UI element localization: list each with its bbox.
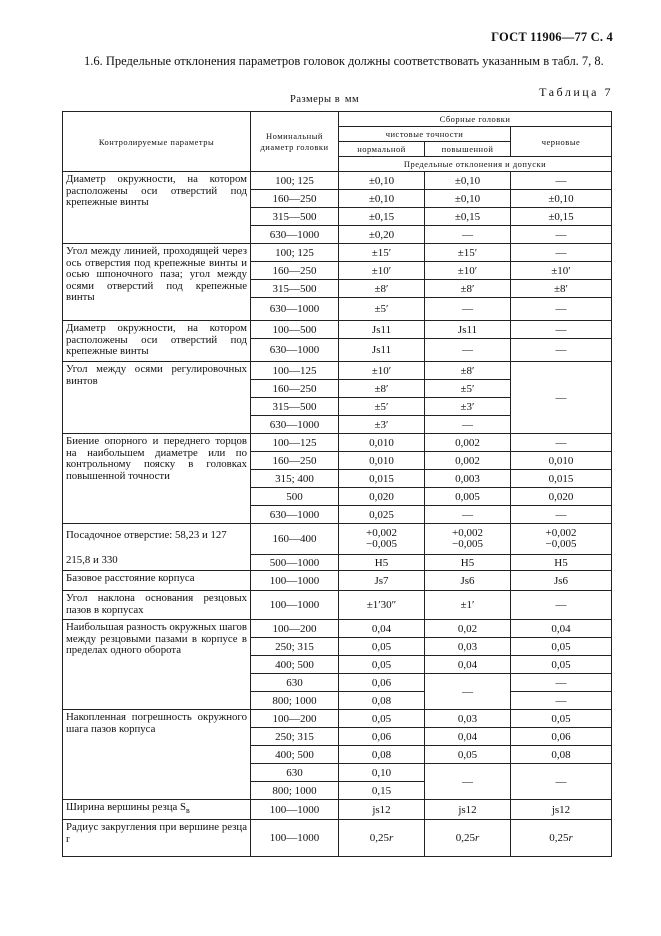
diameter-cell: 315—500 — [251, 208, 339, 226]
param-text: Наибольшая разность окружных шагов между резцовыми пазами в корпусе в пределах одного оборота — [66, 621, 247, 656]
diameter-cell: 630—1000 — [251, 506, 339, 524]
roughing-cell: ±0,15 — [511, 208, 612, 226]
normal-cell: 0,10 — [339, 764, 425, 782]
units-label — [290, 94, 359, 105]
table-caption: Таблица 7 — [539, 85, 613, 99]
normal-cell: Js11 — [339, 339, 425, 362]
normal-cell: 0,05 — [339, 710, 425, 728]
normal-cell: 0,04 — [339, 620, 425, 638]
table-row — [63, 591, 612, 620]
diameter-cell: 630—1000 — [251, 226, 339, 244]
increased-cell: 0,04 — [425, 728, 511, 746]
param-cell — [63, 591, 251, 620]
diameter-cell: 100—125 — [251, 362, 339, 380]
param-text-2: 215,8 и 330 — [66, 553, 118, 566]
normal-cell: ±0,20 — [339, 226, 425, 244]
roughing-cell: — — [511, 298, 612, 321]
increased-cell: 0,002 — [425, 452, 511, 470]
diameter-cell: 100—125 — [251, 434, 339, 452]
roughing-cell: 0,04 — [511, 620, 612, 638]
increased-cell: 0,04 — [425, 656, 511, 674]
col-header-assembled: Сборные головки — [339, 112, 612, 127]
diameter-cell: 250; 315 — [251, 638, 339, 656]
roughing-cell: 0,06 — [511, 728, 612, 746]
diameter-cell: 100—200 — [251, 710, 339, 728]
diameter-cell: 630 — [251, 764, 339, 782]
tolerance-table — [62, 111, 612, 857]
normal-cell: ±0,10 — [339, 190, 425, 208]
col-header-increased: повышенной — [425, 142, 511, 157]
normal-cell: Js11 — [339, 321, 425, 339]
normal-cell: 0,08 — [339, 692, 425, 710]
diameter-cell: 800; 1000 — [251, 782, 339, 800]
diameter-cell: 160—250 — [251, 452, 339, 470]
increased-cell: ±1′ — [425, 591, 511, 620]
roughing-cell: — — [511, 591, 612, 620]
param-cell — [63, 620, 251, 710]
normal-cell: +0,002 −0,005 — [339, 524, 425, 555]
normal-cell: 0,15 — [339, 782, 425, 800]
diameter-cell: 160—250 — [251, 380, 339, 398]
param-text: Накопленная погрешность окружного шага пазов корпуса — [66, 711, 247, 735]
normal-cell: ±8′ — [339, 380, 425, 398]
roughing-cell: — — [511, 764, 612, 800]
diameter-cell: 400; 500 — [251, 656, 339, 674]
table-row — [63, 710, 612, 728]
roughing-cell: — — [511, 434, 612, 452]
diameter-cell: 500 — [251, 488, 339, 506]
table-row — [63, 244, 612, 262]
diameter-cell: 400; 500 — [251, 746, 339, 764]
roughing-cell: 0,015 — [511, 470, 612, 488]
param-cell — [63, 571, 251, 591]
normal-cell: ±5′ — [339, 398, 425, 416]
normal-cell: 0,25r — [339, 820, 425, 857]
increased-cell: 0,25r — [425, 820, 511, 857]
normal-cell: 0,05 — [339, 638, 425, 656]
col-header-param: Контролируемые параметры — [63, 112, 251, 172]
normal-cell: js12 — [339, 800, 425, 820]
table-row — [63, 620, 612, 638]
diameter-cell: 630 — [251, 674, 339, 692]
increased-cell: 0,03 — [425, 638, 511, 656]
table-row — [63, 820, 612, 857]
col-header-roughing: черновые — [511, 127, 612, 157]
diameter-cell: 100—1000 — [251, 820, 339, 857]
increased-cell: — — [425, 764, 511, 800]
diameter-cell: 500—1000 — [251, 555, 339, 571]
units-text: Размеры в — [290, 94, 341, 105]
param-cell — [63, 172, 251, 244]
param-text: Радиус закругления при вершине резца r — [66, 821, 247, 845]
param-text: Ширина вершины резца S — [66, 801, 187, 813]
roughing-cell: ±0,10 — [511, 190, 612, 208]
param-cell — [63, 362, 251, 434]
increased-cell: ±0,15 — [425, 208, 511, 226]
normal-cell: ±5′ — [339, 298, 425, 321]
param-cell — [63, 800, 251, 820]
diameter-cell: 630—1000 — [251, 298, 339, 321]
roughing-cell: +0,002 −0,005 — [511, 524, 612, 555]
increased-cell: ±8′ — [425, 362, 511, 380]
diameter-cell: 160—400 — [251, 524, 339, 555]
increased-cell: js12 — [425, 800, 511, 820]
roughing-cell: Js6 — [511, 571, 612, 591]
col-header-diameter: Номинальный диаметр головки — [251, 112, 339, 172]
roughing-cell: — — [511, 244, 612, 262]
normal-cell: 0,05 — [339, 656, 425, 674]
diameter-cell: 100—200 — [251, 620, 339, 638]
param-cell — [63, 524, 251, 571]
diameter-cell: 100—500 — [251, 321, 339, 339]
table-row — [63, 434, 612, 452]
diameter-cell: 315; 400 — [251, 470, 339, 488]
roughing-cell: — — [511, 362, 612, 434]
param-text: Угол между линией, проходящей через ось отверстия под крепежные винты и осью шпоночного паза; угол между осями отверстий под крепежные винты — [66, 245, 247, 303]
col-header-tolerances: Предельные отклонения и допуски — [339, 157, 612, 172]
increased-cell: Js11 — [425, 321, 511, 339]
normal-cell: ±10′ — [339, 362, 425, 380]
param-text: Диаметр окружности, на котором расположены оси отверстий под крепежные винты — [66, 173, 247, 208]
increased-cell: ±15′ — [425, 244, 511, 262]
increased-cell: 0,003 — [425, 470, 511, 488]
diameter-cell: 630—1000 — [251, 339, 339, 362]
increased-cell: — — [425, 416, 511, 434]
diameter-cell: 160—250 — [251, 262, 339, 280]
roughing-cell: — — [511, 226, 612, 244]
param-cell — [63, 321, 251, 362]
increased-cell: 0,02 — [425, 620, 511, 638]
increased-cell: 0,05 — [425, 746, 511, 764]
roughing-cell: — — [511, 339, 612, 362]
table-row — [63, 524, 612, 555]
normal-cell: 0,010 — [339, 434, 425, 452]
intro-paragraph: 1.6. Предельные отклонения параметров головок должны соответствовать указанным в табл. 7, 8. — [84, 54, 604, 68]
param-text: Диаметр окружности, на котором расположены оси отверстий под крепежные винты — [66, 322, 247, 357]
roughing-cell: 0,05 — [511, 656, 612, 674]
table-row — [63, 172, 612, 190]
normal-cell: 0,015 — [339, 470, 425, 488]
increased-cell: +0,002 −0,005 — [425, 524, 511, 555]
roughing-cell: — — [511, 321, 612, 339]
param-subscript: в — [186, 806, 190, 816]
diameter-cell: 100; 125 — [251, 244, 339, 262]
table-row — [63, 321, 612, 339]
normal-cell: 0,020 — [339, 488, 425, 506]
roughing-cell: 0,08 — [511, 746, 612, 764]
roughing-cell: H5 — [511, 555, 612, 571]
roughing-cell: 0,020 — [511, 488, 612, 506]
increased-cell: 0,005 — [425, 488, 511, 506]
increased-cell: ±8′ — [425, 280, 511, 298]
increased-cell: 0,002 — [425, 434, 511, 452]
roughing-cell: 0,05 — [511, 710, 612, 728]
normal-cell: ±0,15 — [339, 208, 425, 226]
roughing-cell: js12 — [511, 800, 612, 820]
normal-cell: ±15′ — [339, 244, 425, 262]
page-header: ГОСТ 11906—77 С. 4 — [491, 30, 613, 44]
diameter-cell: 315—500 — [251, 280, 339, 298]
units-unit: мм — [344, 94, 360, 105]
increased-cell: — — [425, 339, 511, 362]
increased-cell: ±5′ — [425, 380, 511, 398]
increased-cell: ±0,10 — [425, 190, 511, 208]
table-row — [63, 571, 612, 591]
increased-cell: ±0,10 — [425, 172, 511, 190]
increased-cell: 0,03 — [425, 710, 511, 728]
param-text: Угол наклона основания резцовых пазов в корпусах — [66, 592, 247, 616]
increased-cell: ±10′ — [425, 262, 511, 280]
roughing-cell: — — [511, 172, 612, 190]
roughing-cell: 0,05 — [511, 638, 612, 656]
diameter-cell: 250; 315 — [251, 728, 339, 746]
param-cell — [63, 434, 251, 524]
table-body — [63, 172, 612, 857]
increased-cell: H5 — [425, 555, 511, 571]
normal-cell: 0,06 — [339, 674, 425, 692]
param-cell — [63, 820, 251, 857]
increased-cell: — — [425, 226, 511, 244]
increased-cell: — — [425, 674, 511, 710]
param-text: Базовое расстояние корпуса — [66, 572, 195, 584]
col-header-finishing: чистовые точности — [339, 127, 511, 142]
diameter-cell: 315—500 — [251, 398, 339, 416]
roughing-cell: 0,25r — [511, 820, 612, 857]
normal-cell: 0,06 — [339, 728, 425, 746]
diameter-cell: 100; 125 — [251, 172, 339, 190]
roughing-cell: 0,010 — [511, 452, 612, 470]
param-text: Угол между осями регулировочных винтов — [66, 363, 247, 387]
diameter-cell: 630—1000 — [251, 416, 339, 434]
col-header-normal: нормальной — [339, 142, 425, 157]
normal-cell: ±1′30″ — [339, 591, 425, 620]
increased-cell: Js6 — [425, 571, 511, 591]
normal-cell: ±0,10 — [339, 172, 425, 190]
normal-cell: ±10′ — [339, 262, 425, 280]
roughing-cell: ±8′ — [511, 280, 612, 298]
param-cell — [63, 244, 251, 321]
normal-cell: 0,025 — [339, 506, 425, 524]
roughing-cell: — — [511, 692, 612, 710]
normal-cell: 0,08 — [339, 746, 425, 764]
diameter-cell: 100—1000 — [251, 591, 339, 620]
normal-cell: ±3′ — [339, 416, 425, 434]
normal-cell: ±8′ — [339, 280, 425, 298]
param-text: Биение опорного и переднего торцов на наибольшем диаметре или по контрольному пояску в головках повышенной точности — [66, 435, 247, 482]
param-text: Посадочное отверстие: 58,23 и 127 — [66, 529, 227, 541]
increased-cell: — — [425, 506, 511, 524]
roughing-cell: ±10′ — [511, 262, 612, 280]
table-row — [63, 362, 612, 380]
normal-cell: H5 — [339, 555, 425, 571]
param-cell — [63, 710, 251, 800]
table-row — [63, 800, 612, 820]
normal-cell: 0,010 — [339, 452, 425, 470]
diameter-cell: 800; 1000 — [251, 692, 339, 710]
diameter-cell: 160—250 — [251, 190, 339, 208]
increased-cell: ±3′ — [425, 398, 511, 416]
roughing-cell: — — [511, 674, 612, 692]
increased-cell: — — [425, 298, 511, 321]
diameter-cell: 100—1000 — [251, 800, 339, 820]
roughing-cell: — — [511, 506, 612, 524]
normal-cell: Js7 — [339, 571, 425, 591]
diameter-cell: 100—1000 — [251, 571, 339, 591]
